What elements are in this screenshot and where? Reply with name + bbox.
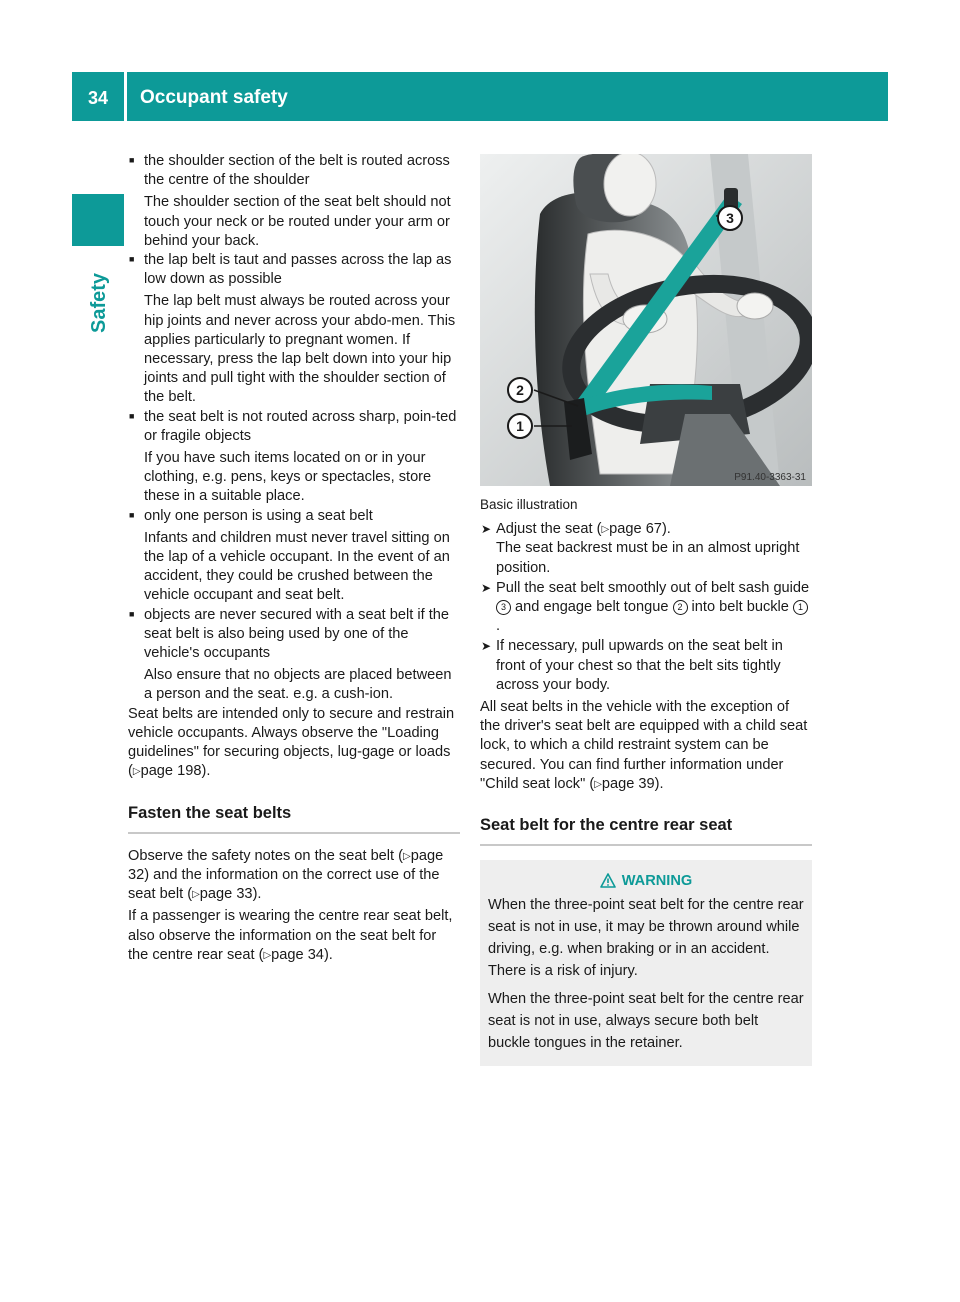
seat-belt-illustration-svg <box>480 154 812 486</box>
bullet-text: objects are never secured with a seat belt if the seat belt is also being used by one of the vehicle's occupants <box>144 606 450 662</box>
bullet-text: only one person is using a seat belt <box>144 507 373 524</box>
bullet-text: the lap belt is taut and passes across the lap as low down as possible <box>144 252 452 288</box>
warning-triangle-icon <box>600 873 616 888</box>
step-arrow-icon: ➤ <box>481 522 492 537</box>
header-divider <box>124 72 127 121</box>
list-item <box>128 408 460 507</box>
page-ref-arrow-icon: ▷ <box>192 889 200 901</box>
bullet-note: Infants and children must never travel sitting on the lap of a vehicle occupant. In the event of an accident, they could be crushed between the vehicle occupant and seat belt. <box>144 529 450 604</box>
page-ref-arrow-icon: ▷ <box>132 766 141 778</box>
seat-belt-purpose-paragraph: Seat belts are intended only to secure and restrain vehicle occupants. Always observe the "Loading guidelines" for securing objects, lug-gage or loads (▷page 198). <box>128 705 455 780</box>
callout-ref-1: 1 <box>793 600 808 615</box>
left-column <box>128 152 460 965</box>
fasten-paragraph-1: Observe the safety notes on the seat belt (▷page 32) and the information on the correct use of the seat belt (▷page 33). <box>128 847 444 903</box>
chapter-title: Occupant safety <box>140 87 288 108</box>
warning-paragraph-1: When the three-point seat belt for the centre rear seat is not in use, it may be thrown around while driving, e.g. when braking or in an accident. There is a risk of injury. <box>488 897 804 980</box>
list-item <box>128 251 460 408</box>
warning-paragraph-2: When the three-point seat belt for the centre rear seat is not in use, always secure both belt buckle tongues in the retainer. <box>488 991 804 1052</box>
list-item <box>128 606 460 705</box>
section-heading-fasten: Fasten the seat belts <box>128 804 460 834</box>
step-arrow-icon: ➤ <box>481 580 492 595</box>
list-item: ➤ Pull the seat belt smoothly out of belt sash guide 3 and engage belt tongue 2 into belt buckle 1. <box>481 579 810 635</box>
fasten-steps <box>480 520 812 695</box>
bullet-note: Also ensure that no objects are placed between a person and the seat. e.g. a cush-ion. <box>144 667 452 703</box>
page-ref-link[interactable]: page 39 <box>601 775 655 792</box>
page-ref-arrow-icon: ▷ <box>403 850 411 862</box>
callout-3 <box>718 206 742 230</box>
list-item <box>128 507 460 606</box>
seat-belt-illustration <box>480 154 812 486</box>
page-ref-link[interactable]: page 67 <box>609 521 662 538</box>
page-ref-arrow-icon: ▷ <box>594 778 602 790</box>
svg-text:1: 1 <box>516 418 524 434</box>
warning-title: WARNING <box>621 873 693 890</box>
step-arrow-icon: ➤ <box>481 639 492 654</box>
figure-caption: Basic illustration <box>480 497 578 512</box>
bullet-text: the seat belt is not routed across sharp, poin-ted or fragile objects <box>144 408 457 444</box>
page-ref-link[interactable]: page 34 <box>271 946 324 963</box>
step-note: The seat backrest must be in an almost upright position. <box>496 540 800 576</box>
right-column <box>480 154 812 1066</box>
callout-2 <box>508 378 532 402</box>
fasten-section-body <box>128 847 460 965</box>
side-tab-label: Safety <box>87 272 110 334</box>
bullet-note: The lap belt must always be routed across your hip joints and never across your abdo-men. This applies particularly to pregnant women. If necessary, press the lap belt down into your hip joints and pull tight with the shoulder section of the belt. <box>144 293 456 406</box>
list-item: ➤ If necessary, pull upwards on the seat belt in front of your chest so that the belt sits tightly across your body. <box>481 638 783 693</box>
header-bar <box>72 72 888 121</box>
warning-heading <box>488 870 804 894</box>
fasten-paragraph-2: If a passenger is wearing the centre rear seat belt, also observe the information on the seat belt for the centre rear seat (▷page 34). <box>128 908 453 963</box>
page-ref-link[interactable]: page 32 <box>128 847 444 883</box>
safety-checklist <box>128 152 460 705</box>
side-tab-square <box>72 194 124 246</box>
warning-box <box>480 860 812 1066</box>
page-ref-link[interactable]: page 33 <box>199 886 253 903</box>
callout-ref-3: 3 <box>496 600 511 615</box>
page-number: 34 <box>87 88 109 108</box>
page-ref-arrow-icon: ▷ <box>601 524 610 536</box>
section-heading-centre-rear: Seat belt for the centre rear seat <box>480 816 812 846</box>
svg-text:2: 2 <box>516 382 524 398</box>
bullet-note: The shoulder section of the seat belt should not touch your neck or be routed under your arm or behind your back. <box>144 194 451 249</box>
child-seat-lock-paragraph: All seat belts in the vehicle with the exception of the driver's seat belt are equipped with a child seat lock, to which a child restraint system can be secured. You can find further information under "Child seat lock" (▷page 39). <box>480 699 808 792</box>
bullet-text: the shoulder section of the belt is routed across the centre of the shoulder <box>144 153 450 189</box>
callout-1 <box>508 414 532 438</box>
figure-code: P91.40-3363-31 <box>734 472 806 483</box>
bullet-note: If you have such items located on or in your clothing, e.g. pens, keys or spectacles, store these in a suitable place. <box>144 450 432 505</box>
page-ref-arrow-icon: ▷ <box>263 949 272 961</box>
svg-text:3: 3 <box>726 210 734 226</box>
page-ref-link[interactable]: page 198 <box>140 763 202 780</box>
callout-ref-2: 2 <box>673 600 688 615</box>
list-item: ➤ Adjust the seat (▷page 67). The seat backrest must be in an almost upright position. <box>481 521 800 576</box>
list-item <box>128 152 460 251</box>
